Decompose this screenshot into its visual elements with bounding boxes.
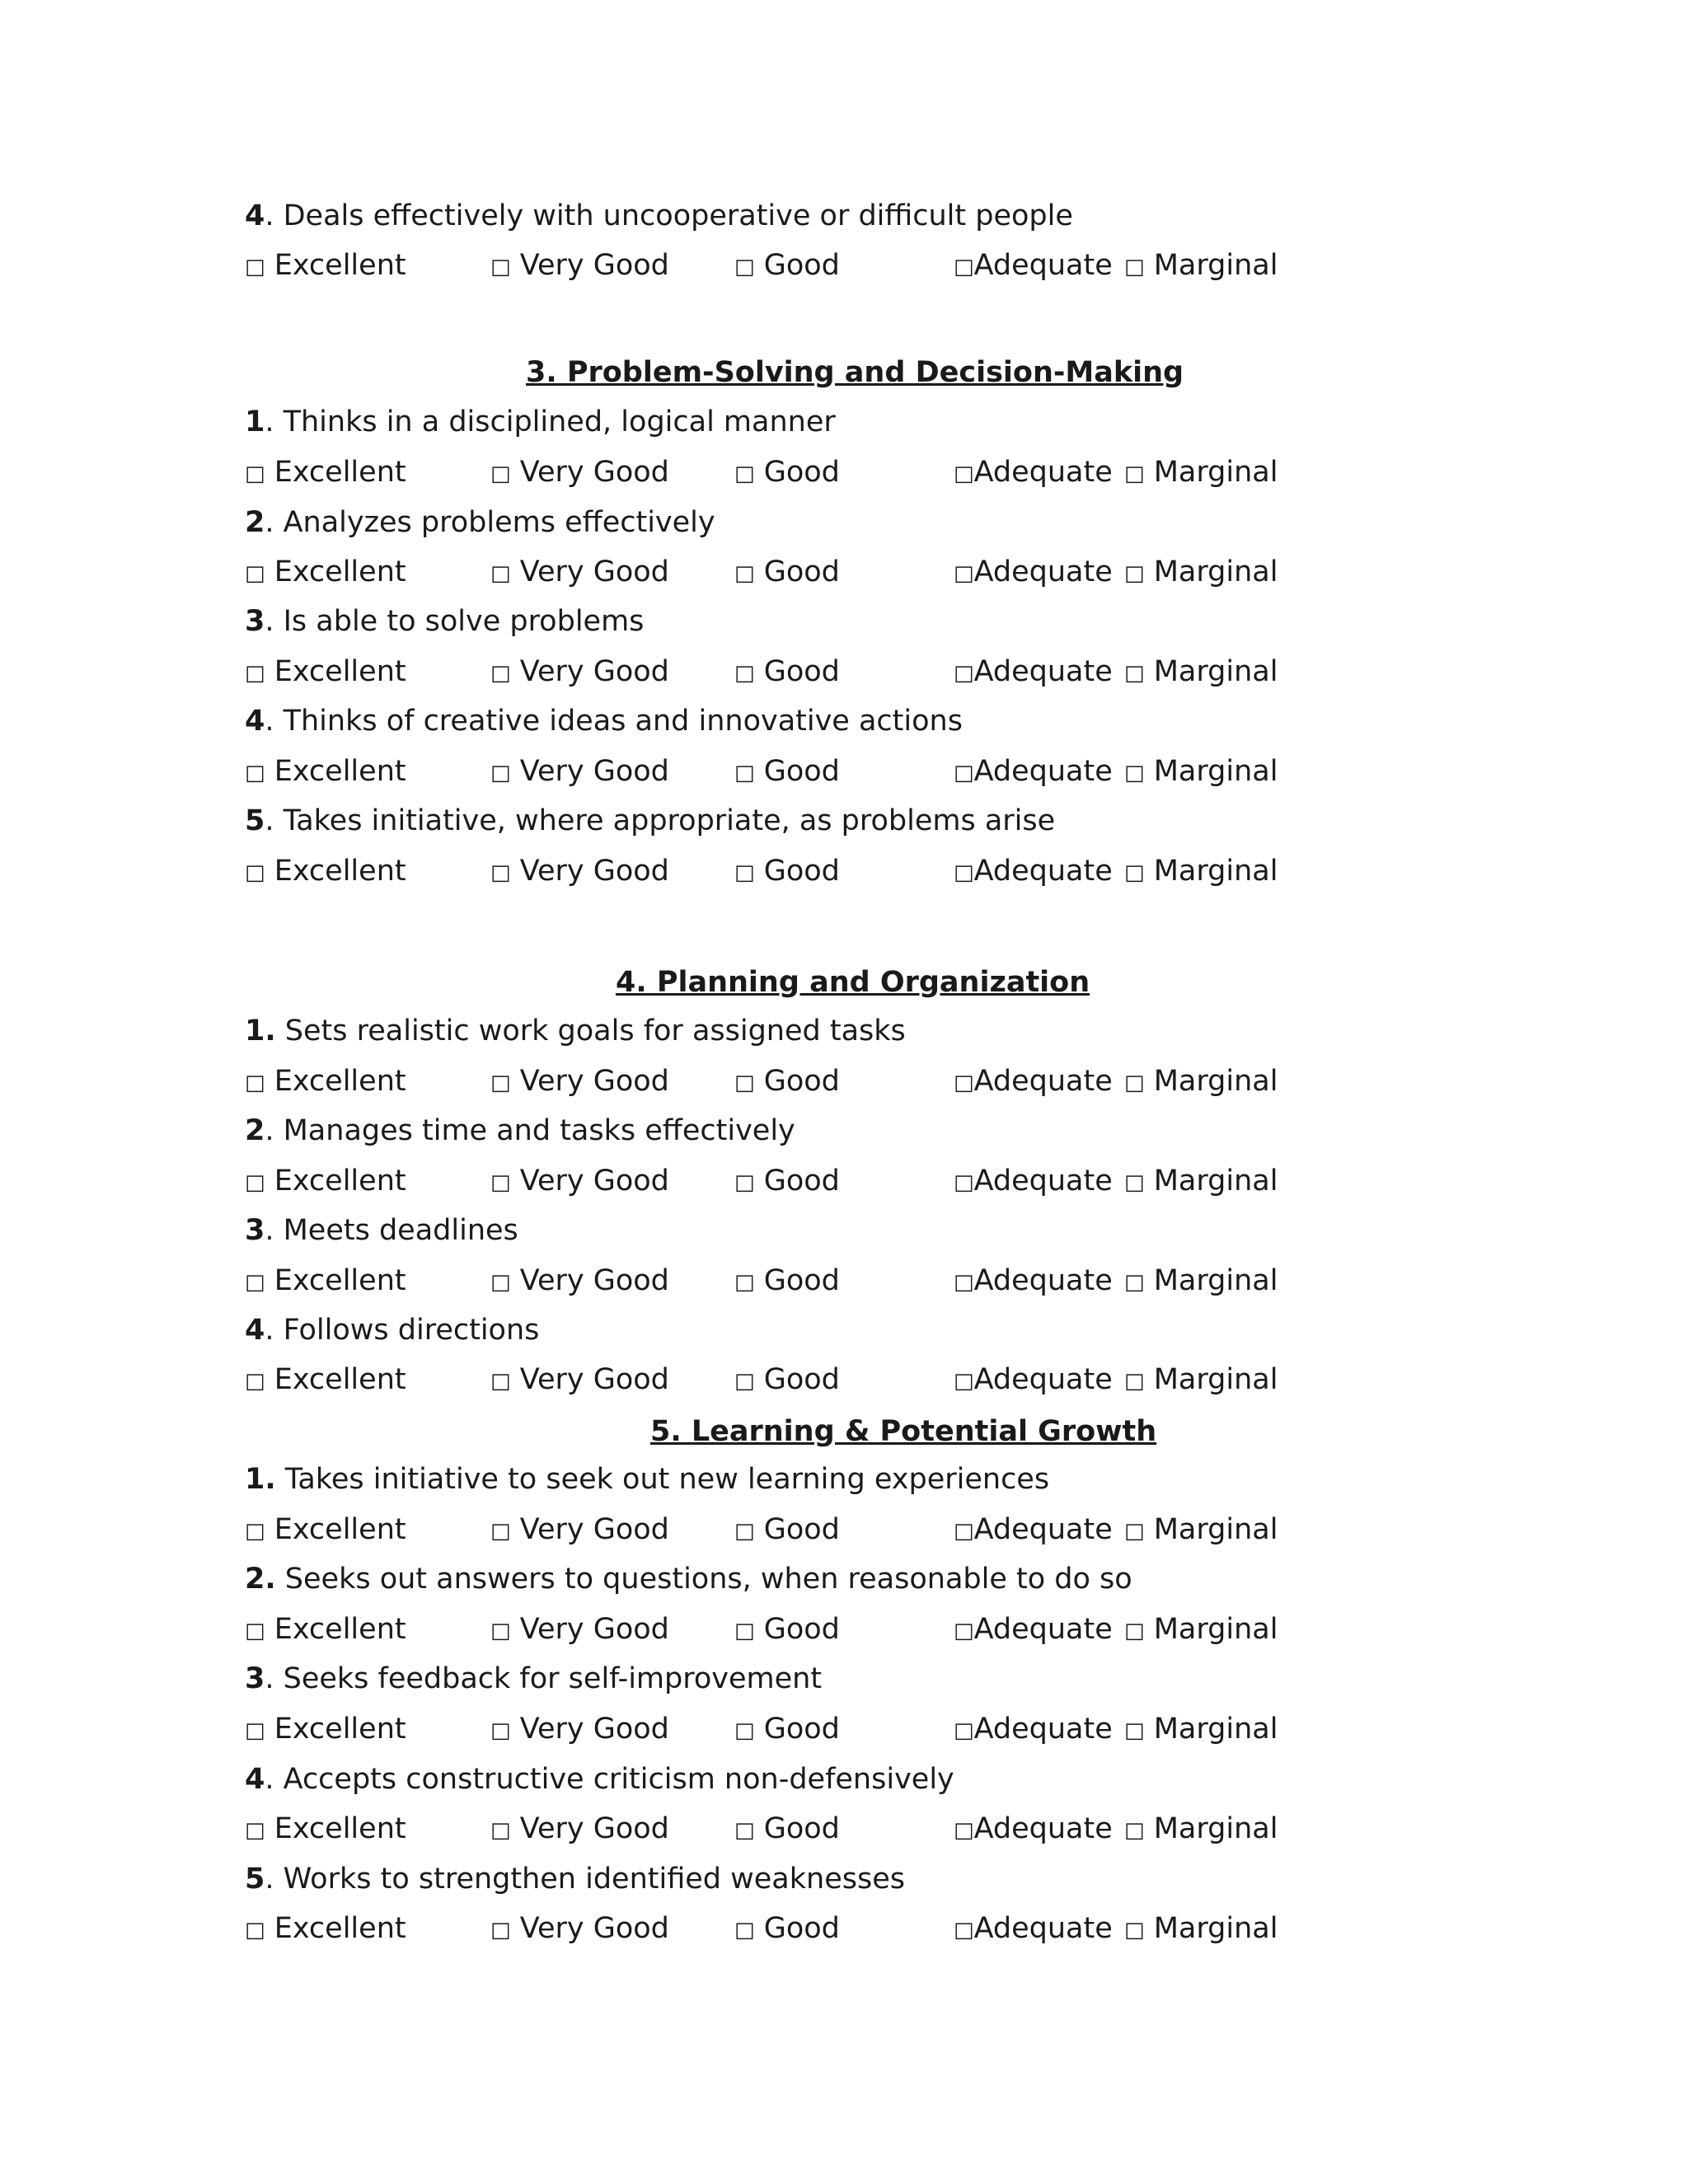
option-label: Adequate: [973, 1812, 1113, 1845]
checkbox-icon[interactable]: □: [245, 761, 265, 785]
option-label: Excellent: [274, 655, 406, 688]
checkbox-icon[interactable]: □: [245, 561, 265, 586]
option-label: Adequate: [973, 655, 1113, 688]
checkbox-icon[interactable]: □: [490, 1718, 511, 1743]
question-number: 5: [245, 1863, 265, 1896]
question-text: [245, 603, 644, 640]
checkbox-icon[interactable]: □: [1124, 1818, 1145, 1843]
checkbox-icon[interactable]: □: [245, 1270, 265, 1295]
option-very-good[interactable]: [490, 753, 669, 791]
checkbox-icon[interactable]: □: [490, 661, 511, 686]
option-excellent[interactable]: [245, 1811, 406, 1849]
question-number: 1.: [245, 1463, 276, 1496]
option-label: Excellent: [274, 755, 406, 788]
option-excellent[interactable]: [245, 1063, 406, 1101]
rating-options: [245, 1910, 1316, 1947]
option-excellent[interactable]: [245, 1611, 406, 1649]
rating-options: [245, 1811, 1316, 1847]
option-good[interactable]: [734, 1910, 840, 1948]
question-text: [245, 1461, 1049, 1497]
checkbox-icon[interactable]: □: [734, 462, 755, 486]
checkbox-icon[interactable]: □: [734, 1071, 755, 1095]
rating-options: [245, 454, 1316, 490]
option-label: Excellent: [274, 1713, 406, 1746]
option-label: Very Good: [519, 855, 669, 888]
option-label: Marginal: [1153, 1363, 1278, 1396]
option-label: Marginal: [1153, 1065, 1278, 1098]
option-label: Excellent: [274, 1363, 406, 1396]
checkbox-icon[interactable]: □: [245, 661, 265, 686]
checkbox-icon[interactable]: □: [490, 1270, 511, 1295]
option-label: Very Good: [519, 1363, 669, 1396]
question-number: 1: [245, 405, 265, 438]
option-excellent[interactable]: [245, 1711, 406, 1749]
question-text: [245, 1312, 539, 1348]
question-label: . Seeks feedback for self-improvement: [265, 1662, 823, 1695]
option-label: Good: [763, 249, 840, 282]
checkbox-icon[interactable]: □: [954, 1170, 974, 1195]
question-label: . Is able to solve problems: [265, 605, 645, 638]
option-good[interactable]: [734, 1163, 840, 1201]
option-adequate[interactable]: [954, 1811, 1113, 1849]
question-number: 3: [245, 1214, 265, 1247]
checkbox-icon[interactable]: □: [954, 1519, 974, 1544]
checkbox-icon[interactable]: □: [245, 860, 265, 885]
option-excellent[interactable]: [245, 654, 406, 691]
checkbox-icon[interactable]: □: [734, 860, 755, 885]
option-good[interactable]: [734, 554, 840, 592]
option-label: Marginal: [1153, 1513, 1278, 1546]
checkbox-icon[interactable]: □: [734, 761, 755, 785]
option-label: Excellent: [274, 555, 406, 588]
rating-options: [245, 554, 1316, 590]
checkbox-icon[interactable]: □: [490, 462, 511, 486]
question-label: . Thinks of creative ideas and innovative actions: [265, 705, 963, 738]
option-label: Very Good: [519, 1065, 669, 1098]
option-label: Very Good: [519, 555, 669, 588]
option-marginal[interactable]: [1124, 1063, 1278, 1101]
option-label: Good: [763, 1513, 840, 1546]
option-very-good[interactable]: [490, 554, 669, 592]
option-marginal[interactable]: [1124, 1611, 1278, 1649]
option-label: Very Good: [519, 1713, 669, 1746]
option-good[interactable]: [734, 247, 840, 285]
question-text: [245, 1013, 906, 1049]
option-marginal[interactable]: [1124, 753, 1278, 791]
question-text: [245, 198, 1073, 234]
option-label: Good: [763, 1613, 840, 1646]
option-very-good[interactable]: [490, 1511, 669, 1549]
checkbox-icon[interactable]: □: [245, 1519, 265, 1544]
option-excellent[interactable]: [245, 1163, 406, 1201]
question-label: Sets realistic work goals for assigned tasks: [275, 1015, 906, 1047]
option-very-good[interactable]: [490, 853, 669, 891]
question-number: 2: [245, 1114, 265, 1147]
option-label: Good: [763, 1363, 840, 1396]
question-number: 5: [245, 804, 265, 837]
option-good[interactable]: [734, 1361, 840, 1399]
option-label: Good: [763, 456, 840, 489]
question-number: 2: [245, 506, 265, 539]
checkbox-icon[interactable]: □: [245, 1918, 265, 1943]
option-label: Good: [763, 1713, 840, 1746]
question-label: . Deals effectively with uncooperative or difficult people: [265, 199, 1073, 232]
option-adequate[interactable]: [954, 1361, 1113, 1399]
option-label: Excellent: [274, 855, 406, 888]
checkbox-icon[interactable]: □: [954, 761, 974, 785]
question-label: . Manages time and tasks effectively: [265, 1114, 795, 1147]
question-label: . Analyzes problems effectively: [265, 506, 715, 539]
option-very-good[interactable]: [490, 1263, 669, 1301]
option-label: Marginal: [1153, 655, 1278, 688]
option-label: Excellent: [274, 1912, 406, 1945]
question-number: 3: [245, 605, 265, 638]
question-number: 2.: [245, 1563, 276, 1596]
rating-options: [245, 1063, 1316, 1099]
question-label: . Works to strengthen identified weaknesses: [265, 1863, 905, 1896]
checkbox-icon[interactable]: □: [490, 1170, 511, 1195]
checkbox-icon[interactable]: □: [245, 1071, 265, 1095]
checkbox-icon[interactable]: □: [734, 561, 755, 586]
option-very-good[interactable]: [490, 454, 669, 492]
question-number: 4: [245, 199, 265, 232]
question-number: 4: [245, 705, 265, 738]
rating-options: [245, 753, 1316, 790]
checkbox-icon[interactable]: □: [954, 1270, 974, 1295]
option-label: Adequate: [973, 1165, 1113, 1197]
option-label: Excellent: [274, 456, 406, 489]
checkbox-icon[interactable]: □: [490, 1818, 511, 1843]
checkbox-icon[interactable]: □: [245, 462, 265, 486]
checkbox-icon[interactable]: □: [490, 860, 511, 885]
option-label: Very Good: [519, 655, 669, 688]
checkbox-icon[interactable]: □: [954, 1369, 974, 1394]
option-label: Good: [763, 1165, 840, 1197]
option-label: Adequate: [973, 1513, 1113, 1546]
checkbox-icon[interactable]: □: [954, 1718, 974, 1743]
option-label: Marginal: [1153, 755, 1278, 788]
option-very-good[interactable]: [490, 1611, 669, 1649]
checkbox-icon[interactable]: □: [1124, 1369, 1145, 1394]
question-text: [245, 504, 715, 541]
question-text: [245, 1212, 518, 1249]
option-marginal[interactable]: [1124, 853, 1278, 891]
option-very-good[interactable]: [490, 1361, 669, 1399]
option-marginal[interactable]: [1124, 454, 1278, 492]
option-good[interactable]: [734, 1811, 840, 1849]
option-good[interactable]: [734, 654, 840, 691]
checkbox-icon[interactable]: □: [734, 1818, 755, 1843]
option-adequate[interactable]: [954, 753, 1113, 791]
option-label: Very Good: [519, 1165, 669, 1197]
option-excellent[interactable]: [245, 1910, 406, 1948]
option-marginal[interactable]: [1124, 1811, 1278, 1849]
option-very-good[interactable]: [490, 1163, 669, 1201]
option-excellent[interactable]: [245, 247, 406, 285]
option-excellent[interactable]: [245, 1511, 406, 1549]
question-text: [245, 1661, 822, 1697]
option-label: Excellent: [274, 249, 406, 282]
option-label: Very Good: [519, 1264, 669, 1297]
option-label: Good: [763, 1065, 840, 1098]
option-adequate[interactable]: [954, 247, 1113, 285]
option-adequate[interactable]: [954, 1611, 1113, 1649]
checkbox-icon[interactable]: □: [734, 1918, 755, 1943]
option-adequate[interactable]: [954, 1511, 1113, 1549]
option-label: Very Good: [519, 1513, 669, 1546]
option-adequate[interactable]: [954, 1063, 1113, 1101]
checkbox-icon[interactable]: □: [1124, 661, 1145, 686]
checkbox-icon[interactable]: □: [245, 1619, 265, 1643]
option-label: Excellent: [274, 1513, 406, 1546]
option-marginal[interactable]: [1124, 1361, 1278, 1399]
checkbox-icon[interactable]: □: [245, 1369, 265, 1394]
question-label: Takes initiative to seek out new learning experiences: [275, 1463, 1050, 1496]
checkbox-icon[interactable]: □: [954, 1918, 974, 1943]
option-very-good[interactable]: [490, 1711, 669, 1749]
option-label: Adequate: [973, 1613, 1113, 1646]
option-label: Very Good: [519, 1912, 669, 1945]
question-label: . Thinks in a disciplined, logical manner: [265, 405, 836, 438]
option-good[interactable]: [734, 454, 840, 492]
option-label: Adequate: [973, 1363, 1113, 1396]
option-label: Excellent: [274, 1812, 406, 1845]
option-label: Good: [763, 755, 840, 788]
option-marginal[interactable]: [1124, 654, 1278, 691]
option-label: Good: [763, 555, 840, 588]
rating-options: [245, 1163, 1316, 1199]
question-text: [245, 404, 836, 440]
option-adequate[interactable]: [954, 1163, 1113, 1201]
option-label: Marginal: [1153, 1165, 1278, 1197]
checkbox-icon[interactable]: □: [245, 1718, 265, 1743]
option-label: Marginal: [1153, 456, 1278, 489]
option-label: Marginal: [1153, 1713, 1278, 1746]
option-adequate[interactable]: [954, 1263, 1113, 1301]
checkbox-icon[interactable]: □: [734, 1369, 755, 1394]
option-label: Excellent: [274, 1264, 406, 1297]
option-marginal[interactable]: [1124, 1511, 1278, 1549]
question-text: [245, 703, 963, 739]
option-label: Adequate: [973, 1912, 1113, 1945]
checkbox-icon[interactable]: □: [1124, 1718, 1145, 1743]
checkbox-icon[interactable]: □: [734, 1519, 755, 1544]
option-label: Very Good: [519, 755, 669, 788]
option-adequate[interactable]: [954, 1910, 1113, 1948]
checkbox-icon[interactable]: □: [734, 1170, 755, 1195]
option-adequate[interactable]: [954, 554, 1113, 592]
option-label: Adequate: [973, 1264, 1113, 1297]
option-good[interactable]: [734, 1611, 840, 1649]
question-text: [245, 1861, 905, 1897]
question-label: . Takes initiative, where appropriate, as problems arise: [265, 804, 1056, 837]
checkbox-icon[interactable]: □: [954, 860, 974, 885]
question-text: [245, 1561, 1132, 1597]
rating-options: [245, 654, 1316, 690]
checkbox-icon[interactable]: □: [1124, 1918, 1145, 1943]
checkbox-icon[interactable]: □: [490, 1369, 511, 1394]
option-very-good[interactable]: [490, 1910, 669, 1948]
checkbox-icon[interactable]: □: [490, 1519, 511, 1544]
option-marginal[interactable]: [1124, 247, 1278, 285]
checkbox-icon[interactable]: □: [245, 1170, 265, 1195]
checkbox-icon[interactable]: □: [1124, 761, 1145, 785]
option-good[interactable]: [734, 1511, 840, 1549]
option-label: Marginal: [1153, 855, 1278, 888]
option-label: Good: [763, 855, 840, 888]
option-good[interactable]: [734, 1263, 840, 1301]
checkbox-icon[interactable]: □: [734, 1718, 755, 1743]
checkbox-icon[interactable]: □: [490, 761, 511, 785]
option-label: Marginal: [1153, 1812, 1278, 1845]
rating-options: [245, 1361, 1316, 1398]
option-very-good[interactable]: [490, 1811, 669, 1849]
option-label: Very Good: [519, 249, 669, 282]
checkbox-icon[interactable]: □: [490, 1071, 511, 1095]
option-label: Marginal: [1153, 555, 1278, 588]
option-label: Marginal: [1153, 1264, 1278, 1297]
option-excellent[interactable]: [245, 853, 406, 891]
option-label: Marginal: [1153, 1912, 1278, 1945]
section-heading: 4. Planning and Organization: [616, 966, 1090, 999]
checkbox-icon[interactable]: □: [734, 255, 755, 279]
option-adequate[interactable]: [954, 654, 1113, 691]
rating-options: [245, 1711, 1316, 1747]
checkbox-icon[interactable]: □: [734, 1619, 755, 1643]
option-label: Good: [763, 655, 840, 688]
rating-options: [245, 1511, 1316, 1548]
checkbox-icon[interactable]: □: [490, 1918, 511, 1943]
option-adequate[interactable]: [954, 853, 1113, 891]
checkbox-icon[interactable]: □: [1124, 1170, 1145, 1195]
option-label: Marginal: [1153, 1613, 1278, 1646]
question-number: 1.: [245, 1015, 276, 1047]
option-marginal[interactable]: [1124, 1711, 1278, 1749]
rating-options: [245, 1611, 1316, 1647]
question-text: [245, 1761, 954, 1797]
checkbox-icon[interactable]: □: [490, 255, 511, 279]
checkbox-icon[interactable]: □: [1124, 860, 1145, 885]
checkbox-icon[interactable]: □: [954, 1619, 974, 1643]
checkbox-icon[interactable]: □: [245, 255, 265, 279]
section-heading: 5. Learning & Potential Growth: [650, 1415, 1157, 1448]
checkbox-icon[interactable]: □: [1124, 462, 1145, 486]
option-label: Adequate: [973, 555, 1113, 588]
option-good[interactable]: [734, 853, 840, 891]
rating-options: [245, 853, 1316, 889]
question-number: 4: [245, 1314, 265, 1347]
option-adequate[interactable]: [954, 454, 1113, 492]
option-excellent[interactable]: [245, 1263, 406, 1301]
option-label: Good: [763, 1264, 840, 1297]
option-label: Adequate: [973, 456, 1113, 489]
checkbox-icon[interactable]: □: [1124, 561, 1145, 586]
checkbox-icon[interactable]: □: [1124, 1519, 1145, 1544]
option-label: Marginal: [1153, 249, 1278, 282]
option-label: Very Good: [519, 1613, 669, 1646]
question-number: 3: [245, 1662, 265, 1695]
question-text: [245, 1113, 795, 1149]
option-label: Adequate: [973, 1065, 1113, 1098]
checkbox-icon[interactable]: □: [954, 255, 974, 279]
option-good[interactable]: [734, 1711, 840, 1749]
option-good[interactable]: [734, 753, 840, 791]
question-label: . Meets deadlines: [265, 1214, 518, 1247]
question-text: [245, 803, 1055, 839]
option-label: Very Good: [519, 1812, 669, 1845]
option-very-good[interactable]: [490, 1063, 669, 1101]
option-label: Good: [763, 1912, 840, 1945]
option-excellent[interactable]: [245, 554, 406, 592]
option-label: Excellent: [274, 1165, 406, 1197]
checkbox-icon[interactable]: □: [954, 1071, 974, 1095]
question-number: 4: [245, 1763, 265, 1796]
option-good[interactable]: [734, 1063, 840, 1101]
option-marginal[interactable]: [1124, 1263, 1278, 1301]
rating-options: [245, 247, 1316, 284]
checkbox-icon[interactable]: □: [954, 1818, 974, 1843]
question-label: Seeks out answers to questions, when reasonable to do so: [275, 1563, 1132, 1596]
option-label: Adequate: [973, 755, 1113, 788]
checkbox-icon[interactable]: □: [1124, 1270, 1145, 1295]
checkbox-icon[interactable]: □: [954, 561, 974, 586]
option-adequate[interactable]: [954, 1711, 1113, 1749]
option-very-good[interactable]: [490, 247, 669, 285]
checkbox-icon[interactable]: □: [1124, 255, 1145, 279]
question-label: . Accepts constructive criticism non-defensively: [265, 1763, 954, 1796]
option-label: Adequate: [973, 249, 1113, 282]
option-label: Adequate: [973, 1713, 1113, 1746]
option-label: Very Good: [519, 456, 669, 489]
rating-options: [245, 1263, 1316, 1299]
option-label: Excellent: [274, 1065, 406, 1098]
checkbox-icon[interactable]: □: [490, 561, 511, 586]
section-heading: 3. Problem-Solving and Decision-Making: [526, 356, 1184, 389]
option-excellent[interactable]: [245, 454, 406, 492]
checkbox-icon[interactable]: □: [954, 462, 974, 486]
option-marginal[interactable]: [1124, 1910, 1278, 1948]
option-excellent[interactable]: [245, 753, 406, 791]
checkbox-icon[interactable]: □: [490, 1619, 511, 1643]
option-marginal[interactable]: [1124, 1163, 1278, 1201]
option-excellent[interactable]: [245, 1361, 406, 1399]
option-very-good[interactable]: [490, 654, 669, 691]
option-label: Adequate: [973, 855, 1113, 888]
checkbox-icon[interactable]: □: [245, 1818, 265, 1843]
checkbox-icon[interactable]: □: [954, 661, 974, 686]
option-label: Excellent: [274, 1613, 406, 1646]
option-label: Good: [763, 1812, 840, 1845]
checkbox-icon[interactable]: □: [1124, 1619, 1145, 1643]
option-marginal[interactable]: [1124, 554, 1278, 592]
checkbox-icon[interactable]: □: [1124, 1071, 1145, 1095]
question-label: . Follows directions: [265, 1314, 540, 1347]
checkbox-icon[interactable]: □: [734, 1270, 755, 1295]
checkbox-icon[interactable]: □: [734, 661, 755, 686]
